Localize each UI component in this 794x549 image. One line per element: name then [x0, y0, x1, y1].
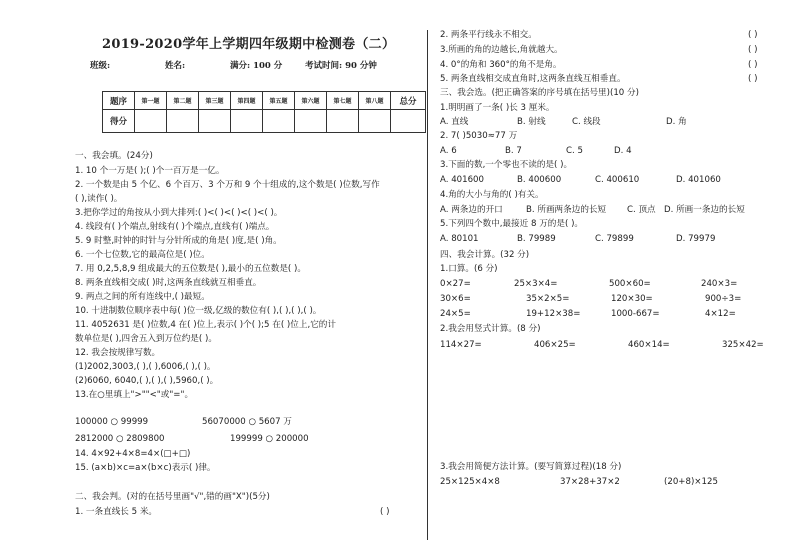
score-header-cell: 第八题: [359, 92, 391, 110]
score-table-score-row: [103, 110, 426, 133]
choice-option: B. 79989: [517, 234, 556, 244]
full-score-label: 满分: 100 分: [230, 61, 283, 71]
score-cell[interactable]: [135, 110, 167, 133]
compare-item: 199999 ○ 200000: [230, 434, 309, 444]
choice-option: A. 6: [440, 146, 457, 156]
question-line: (1)2002,3003,( ),( ),6006,( ),( )。: [75, 362, 216, 372]
question-line: 5. 9 时整,时钟的时针与分针所成的角是( )度,是( )角。: [75, 236, 282, 246]
oral-item: 900÷3=: [705, 294, 742, 304]
choice-option: D. 角: [666, 117, 687, 127]
score-cell[interactable]: [263, 110, 295, 133]
simple-calc-item: 37×28+37×2: [560, 477, 620, 487]
question-line: 11. 4052631 是( )位数,4 在( )位上,表示( )个( );5 在( )位上,它的计: [75, 320, 336, 330]
question-line: 15. (a×b)×c=a×(b×c)表示( )律。: [75, 463, 216, 473]
section4-title: 四、我会计算。(32 分): [440, 250, 530, 260]
judge-item: 5. 两条直线相交成直角时,这两条直线互相垂直。: [440, 74, 626, 84]
question-line: 8. 两条直线相交成( )时,这两条直线就互相垂直。: [75, 278, 262, 288]
question-line: 数单位是( ),四舍五入到万位约是( )。: [75, 334, 217, 344]
compare-item: 100000 ○ 99999: [75, 417, 149, 427]
choice-question: 2. 7( )5030≈77 万: [440, 131, 518, 141]
question-line: 3.把你学过的角按从小到大排列:( )<( )<( )<( )<( )。: [75, 208, 283, 218]
question-line: 2. 一个数是由 5 个亿、6 个百万、3 个万和 9 个十组成的,这个数是( )位数,写作: [75, 180, 380, 190]
column-divider: [427, 30, 428, 540]
choice-option: B. 400600: [517, 175, 562, 185]
section2-title: 二、我会判。(对的在括号里画"√",错的画"X")(5分): [75, 492, 270, 502]
answer-paren[interactable]: ( ): [748, 30, 758, 40]
oral-item: 4×12=: [705, 309, 736, 319]
vertical-item: 460×14=: [628, 340, 670, 350]
oral-title: 1.口算。(6 分): [440, 264, 498, 274]
oral-item: 500×60=: [609, 279, 651, 289]
choice-option: A. 80101: [440, 234, 479, 244]
section3-title: 三、我会选。(把正确答案的序号填在括号里)(10 分): [440, 88, 639, 98]
time-label: 考试时间: 90 分钟: [305, 61, 377, 71]
choice-option: C. 79899: [595, 234, 634, 244]
question-line: ( ),读作( )。: [75, 194, 123, 204]
oral-item: 120×30=: [611, 294, 653, 304]
choice-question: 5.下列四个数中,最接近 8 万的是( )。: [440, 219, 584, 229]
choice-option: C. 5: [566, 146, 583, 156]
score-cell[interactable]: [391, 110, 426, 133]
question-line: 6. 一个七位数,它的最高位是( )位。: [75, 250, 210, 260]
score-header-cell: 第二题: [167, 92, 199, 110]
judge-item: 3.所画的角的边越长,角就越大。: [440, 45, 563, 55]
question-line: 1. 10 个一万是( );( )个一百万是一亿。: [75, 166, 225, 176]
score-cell[interactable]: [327, 110, 359, 133]
vertical-item: 114×27=: [440, 340, 482, 350]
oral-item: 1000-667=: [611, 309, 660, 319]
choice-option: D. 401060: [676, 175, 721, 185]
score-header-cell: 第三题: [199, 92, 231, 110]
choice-option: D. 79979: [676, 234, 716, 244]
score-table: [102, 91, 426, 133]
question-line: 10. 十进制数位顺序表中每( )位一级,亿级的数位有( ),( ),( ),( )。: [75, 306, 322, 316]
score-header-cell: 第七题: [327, 92, 359, 110]
score-cell[interactable]: [167, 110, 199, 133]
answer-paren[interactable]: ( ): [380, 507, 390, 517]
score-cell[interactable]: [359, 110, 391, 133]
simple-calc-item: 25×125×4×8: [440, 477, 500, 487]
choice-option: A. 两条边的开口: [440, 205, 503, 215]
choice-option: A. 直线: [440, 117, 469, 127]
oral-item: 35×2×5=: [526, 294, 570, 304]
judge-item: 4. 0°的角和 360°的角不是角。: [440, 60, 562, 70]
choice-option: C. 顶点: [627, 205, 656, 215]
question-line: 9. 两点之间的所有连线中,( )最短。: [75, 292, 210, 302]
oral-item: 24×5=: [440, 309, 471, 319]
choice-option: D. 所画一条边的长短: [664, 205, 745, 215]
oral-item: 0×27=: [440, 279, 471, 289]
choice-option: D. 4: [614, 146, 632, 156]
score-header-cell: 第五题: [263, 92, 295, 110]
question-line: (2)6060, 6040,( ),( ),( ),5960,( )。: [75, 376, 219, 386]
score-cell[interactable]: [295, 110, 327, 133]
vertical-item: 406×25=: [534, 340, 576, 350]
oral-item: 240×3=: [701, 279, 738, 289]
compare-item: 56070000 ○ 5607 万: [202, 417, 292, 427]
choice-question: 3.下面的数,一个零也不读的是( )。: [440, 160, 573, 170]
score-header-cell: 第一题: [135, 92, 167, 110]
judge-item: 2. 两条平行线永不相交。: [440, 30, 537, 40]
section1-list: [75, 166, 380, 404]
score-header-cell: 第四题: [231, 92, 263, 110]
oral-item: 30×6=: [440, 294, 471, 304]
choice-question: 1.明明画了一条( )长 3 厘米。: [440, 103, 555, 113]
choice-option: B. 7: [505, 146, 522, 156]
score-header-cell: 总分: [391, 92, 426, 110]
simple-calc-item: (20+8)×125: [664, 477, 718, 487]
vertical-item: 325×42=: [722, 340, 764, 350]
oral-item: 19+12×38=: [526, 309, 581, 319]
score-header-cell: 第六题: [295, 92, 327, 110]
simple-calc-title: 3.我会用简便方法计算。(要写简算过程)(18 分): [440, 462, 622, 472]
vertical-title: 2.我会用竖式计算。(8 分): [440, 324, 541, 334]
class-label: 班级:: [90, 61, 111, 71]
answer-paren[interactable]: ( ): [748, 45, 758, 55]
score-cell[interactable]: [231, 110, 263, 133]
question-line: 4. 线段有( )个端点,射线有( )个端点,直线有( )端点。: [75, 222, 275, 232]
choice-option: B. 射线: [517, 117, 546, 127]
choice-question: 4.角的大小与角的( )有关。: [440, 190, 544, 200]
score-table-header-row: [103, 92, 426, 110]
score-header-cell: 题序: [103, 92, 135, 110]
exam-title: 2019-2020学年上学期四年级期中检测卷（二）: [102, 37, 396, 52]
choice-option: A. 401600: [440, 175, 484, 185]
question-line: 7. 用 0,2,5,8,9 组成最大的五位数是( ),最小的五位数是( )。: [75, 264, 306, 274]
choice-option: C. 线段: [572, 117, 601, 127]
score-row-label: 得分: [103, 110, 135, 133]
score-cell[interactable]: [199, 110, 231, 133]
choice-option: B. 所画两条边的长短: [526, 205, 607, 215]
name-label: 姓名:: [165, 61, 186, 71]
question-line: 14. 4×92+4×8=4×(□+□): [75, 449, 191, 459]
answer-paren[interactable]: ( ): [748, 60, 758, 70]
question-line: 13.在○里填上">""<"或"="。: [75, 390, 194, 400]
judge-item: 1. 一条直线长 5 米。: [75, 507, 158, 517]
choice-option: C. 400610: [595, 175, 640, 185]
section1-title: 一、我会填。(24分): [75, 151, 153, 161]
oral-item: 25×3×4=: [514, 279, 558, 289]
compare-item: 2812000 ○ 2809800: [75, 434, 165, 444]
question-line: 12. 我会按规律写数。: [75, 348, 161, 358]
answer-paren[interactable]: ( ): [748, 74, 758, 84]
